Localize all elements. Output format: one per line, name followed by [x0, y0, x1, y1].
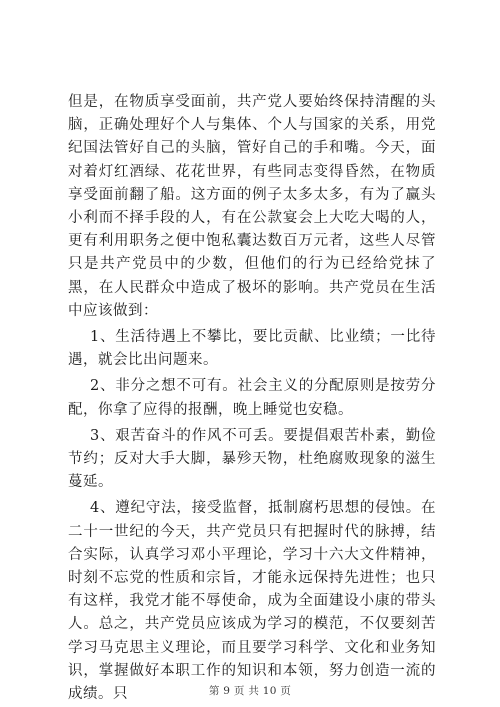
intro-paragraph: 但是，在物质享受面前，共产党人要始终保持清醒的头脑，正确处理好个人与集体、个人与国家的关系，用党纪国法管好自己的头脑，管好自己的手和嘴。今天，面对着灯红酒绿、花花世界，有些同志变得昏然，在物质享受面前翻了船。这方面的例子太多太多，有为了赢头小利而不择手段的人，有在公款宴会上大吃大喝的人，更有利用职务之便中饱私囊达数百万元者，这些人尽管只是共产党员中的少数，但他们的行为已经给党抹了黑，在人民群众中造成了极坏的影响。共产党员在生活中应该做到：: [68, 94, 436, 319]
list-item-4: 4、遵纪守法，接受监督，抵制腐朽思想的侵蚀。在二十一世纪的今天，共产党员只有把握时代的脉搏，结合实际，认真学习邓小平理论，学习十六大文件精神，时刻不忘党的性质和宗旨，才能永远保持先进性；也只有这样，我党才能不辱使命，成为全面建设小康的带头人。总之，共产党员应该成为学习的模范，不仅要刻苦学习马克思主义理论，而且要学习科学、文化和业务知识，掌握做好本职工作的知识和本领，努力创造一流的成绩。只: [68, 500, 436, 703]
body-text: [68, 91, 436, 706]
list-item-1: 1、生活待遇上不攀比，要比贡献、比业绩；一比待遇，就会比出问题来。: [68, 329, 436, 369]
list-item-2: 2、非分之想不可有。社会主义的分配原则是按劳分配，你拿了应得的报酬，晚上睡觉也安稳。: [68, 378, 436, 418]
list-item-3: 3、艰苦奋斗的作风不可丢。要提倡艰苦朴素，勤俭节约；反对大手大脚，暴殄天物，杜绝腐败现象的滋生蔓延。: [68, 427, 436, 491]
page-number-footer: 第 9 页 共 10 页: [208, 685, 292, 697]
